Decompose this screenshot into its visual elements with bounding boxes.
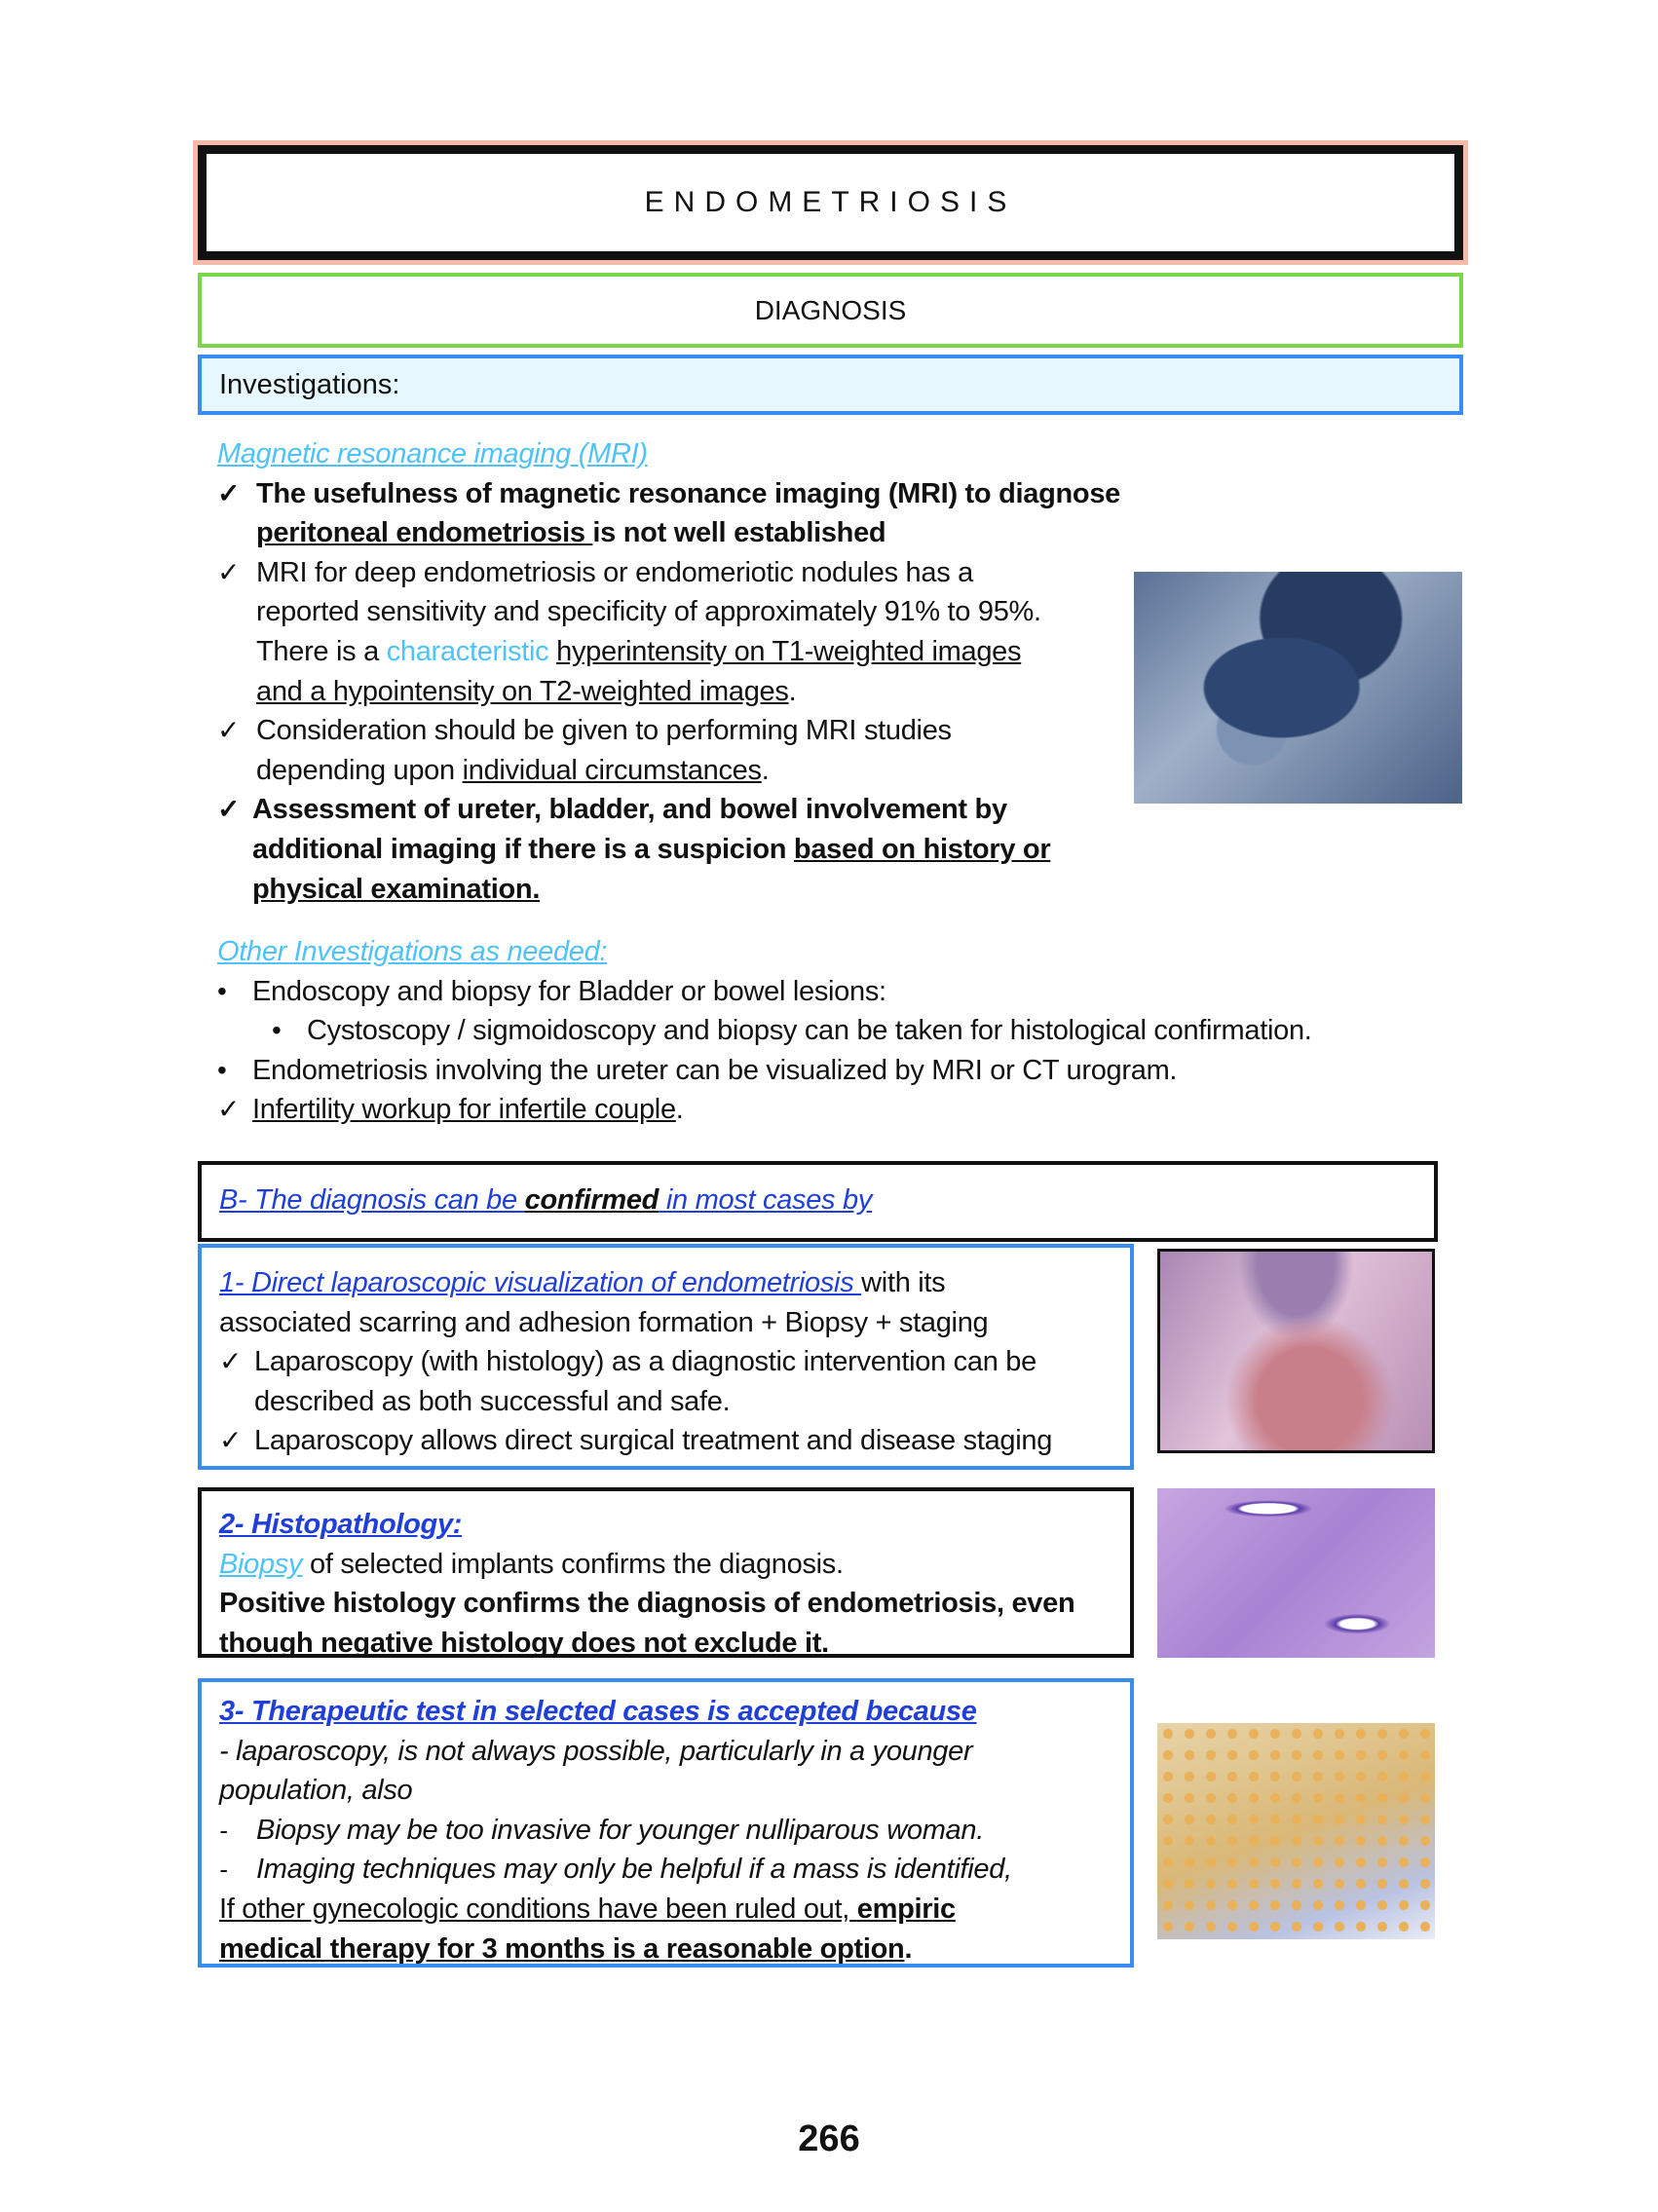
section-title: DIAGNOSIS [198, 273, 1463, 348]
mri-heading: Magnetic resonance imaging (MRI) [217, 438, 648, 469]
text: - laparoscopy, is not always possible, particularly in a younger [219, 1735, 973, 1767]
text: Endometriosis involving the ureter can be visualized by MRI or CT urogram. [252, 1054, 1178, 1086]
bullet-icon: • [217, 975, 227, 1006]
check-icon: ✓ [217, 556, 241, 587]
text: 3- Therapeutic test in selected cases is accepted because [219, 1696, 977, 1727]
text: Biopsy may be too invasive for younger nulliparous woman. [256, 1814, 984, 1846]
text: though negative histology does not exclude it. [219, 1627, 829, 1659]
text: additional imaging if there is a suspicion [252, 833, 794, 865]
check-icon: ✓ [219, 1346, 243, 1377]
therapeutic-test-box [198, 1678, 1134, 1968]
text: . [675, 1094, 684, 1126]
text: 2- Histopathology: [219, 1509, 463, 1540]
text: in most cases by [659, 1184, 873, 1216]
text: described as both successful and safe. [254, 1385, 731, 1417]
text: Laparoscopy allows direct surgical treatment and disease staging [254, 1425, 1053, 1457]
text: MRI for deep endometriosis or endomeriotic nodules has a [256, 556, 973, 588]
bullet-icon: • [217, 1054, 227, 1085]
histopathology-box [198, 1487, 1134, 1658]
text: Imaging techniques may only be helpful if a mass is identified, [256, 1854, 1012, 1886]
page-number: 266 [798, 2118, 860, 2159]
text: The usefulness of magnetic resonance imaging (MRI) to diagnose [256, 477, 1120, 509]
text: empiric [856, 1893, 956, 1925]
dash-icon: - [219, 1855, 228, 1885]
text: based on history or [793, 833, 1051, 865]
text: peritoneal endometriosis [256, 517, 593, 549]
text: If other gynecologic conditions have been ruled out, [219, 1893, 857, 1925]
text: . [904, 1932, 913, 1965]
text: B- The diagnosis can be [219, 1184, 525, 1216]
text: confirmed [524, 1184, 659, 1216]
text: individual circumstances [462, 754, 762, 786]
laparoscopy-box [198, 1244, 1134, 1470]
text: associated scarring and adhesion formation + Biopsy + staging [219, 1306, 989, 1338]
check-icon: ✓ [217, 477, 241, 508]
confirm-box [198, 1161, 1438, 1242]
text: Assessment of ureter, bladder, and bowel involvement by [252, 794, 1007, 826]
laparoscopy-image [1157, 1249, 1435, 1453]
check-icon: ✓ [217, 1094, 241, 1125]
histology-image [1157, 1488, 1435, 1658]
text: physical examination. [252, 873, 541, 905]
text: reported sensitivity and specificity of approximately 91% to 95%. [256, 596, 1041, 628]
chapter-title: ENDOMETRIOSIS [198, 145, 1463, 260]
text: characteristic [386, 635, 549, 667]
bullet-icon: • [272, 1015, 282, 1046]
mri-section [217, 434, 1152, 909]
text: Endoscopy and biopsy for Bladder or bowel lesions: [252, 975, 886, 1007]
text: of selected implants confirms the diagnosis. [302, 1548, 844, 1580]
text: population, also [219, 1775, 413, 1807]
check-icon: ✓ [217, 715, 241, 746]
text: Cystoscopy / sigmoidoscopy and biopsy can be taken for histological confirmation. [307, 1015, 1312, 1047]
text: Biopsy [219, 1548, 303, 1580]
text: Laparoscopy (with histology) as a diagnostic intervention can be [254, 1346, 1036, 1378]
text: and a hypointensity on T2-weighted images [256, 675, 789, 707]
text: medical therapy for 3 months is a reasonable option [219, 1932, 905, 1965]
other-investigations [217, 932, 1484, 1130]
dash-icon: - [219, 1815, 228, 1845]
text: hyperintensity on T1-weighted images [556, 635, 1022, 667]
mri-scan-image [1134, 572, 1462, 804]
other-heading: Other Investigations as needed: [217, 936, 608, 967]
check-icon: ✓ [217, 794, 241, 825]
text: . [761, 754, 770, 786]
text: is not well established [592, 517, 886, 549]
text: depending upon [256, 754, 463, 786]
text: There is a [256, 635, 387, 667]
contraceptive-pills-image [1157, 1723, 1435, 1939]
subsection-title: Investigations: [198, 355, 1463, 415]
check-icon: ✓ [219, 1425, 243, 1456]
text: . [788, 675, 797, 707]
text: 1- Direct laparoscopic visualization of endometriosis [219, 1267, 862, 1298]
text: Consideration should be given to performing MRI studies [256, 715, 952, 747]
text: Infertility workup for infertile couple [252, 1094, 676, 1126]
text: with its [861, 1267, 946, 1298]
text: Positive histology confirms the diagnosis of endometriosis, even [219, 1588, 1075, 1620]
